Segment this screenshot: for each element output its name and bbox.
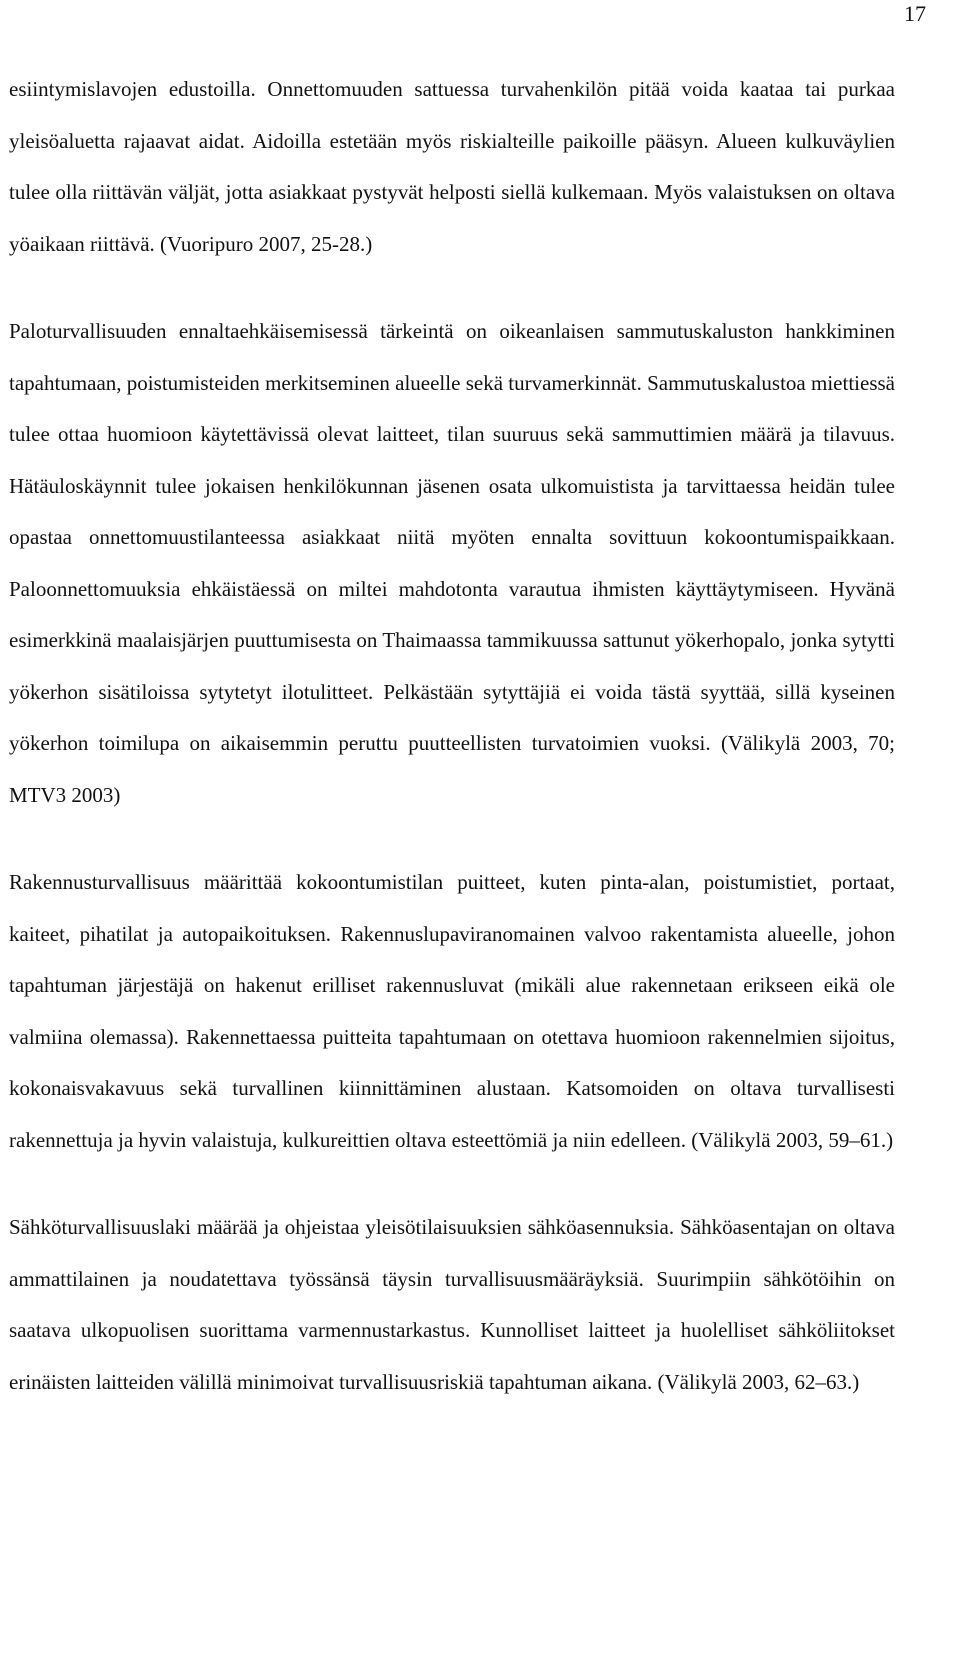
paragraph-fire-safety: Paloturvallisuuden ennaltaehkäisemisessä tärkeintä on oikeanlaisen sammutuskaluston hankkiminen tapahtumaan, poistumisteiden merkitseminen alueelle sekä turvamerkinnät. Sammutuskalustoa miettiessä tulee ottaa huomioon käytettävissä olevat laitteet, tilan suuruus sekä sammuttimien määrä ja tilavuus. Hätäuloskäynnit tulee jokaisen henkilökunnan jäsenen osata ulkomuistista ja tarvittaessa heidän tulee opastaa onnettomuustilanteessa asiakkaat niitä myöten ennalta sovittuun kokoontumispaikkaan. Paloonnettomuuksia ehkäistäessä on miltei mahdotonta varautua ihmisten käyttäytymiseen. Hyvänä esimerkkinä maalaisjärjen puuttumisesta on Thaimaassa tammikuussa sattunut yökerhopalo, jonka sytytti yökerhon sisätiloissa sytytetyt ilotulitteet. Pelkästään sytyttäjiä ei voida tästä syyttää, sillä kyseinen yökerhon toimilupa on aikaisemmin peruttu puutteellisten turvatoimien vuoksi. (Välikylä 2003, 70; MTV3 2003) bbox=[9, 319, 895, 807]
paragraph-electrical-safety: Sähköturvallisuuslaki määrää ja ohjeistaa yleisötilaisuuksien sähköasennuksia. Sähköasentajan on oltava ammattilainen ja noudatettava työssänsä täysin turvallisuusmääräyksiä. Suurimpiin sähkötöihin on saatava ulkopuolisen suorittama varmennustarkastus. Kunnolliset laitteet ja huolelliset sähköliitokset erinäisten laitteiden välillä minimoivat turvallisuusriskiä tapahtuman aikana. (Välikylä 2003, 62–63.) bbox=[9, 1215, 895, 1394]
document-body bbox=[9, 64, 895, 1408]
page-number: 17 bbox=[904, 1, 926, 26]
paragraph-crowd-barriers: esiintymislavojen edustoilla. Onnettomuuden sattuessa turvahenkilön pitää voida kaataa tai purkaa yleisöaluetta rajaavat aidat. Aidoilla estetään myös riskialteille paikoille pääsyn. Alueen kulkuväylien tulee olla riittävän väljät, jotta asiakkaat pystyvät helposti siellä kulkemaan. Myös valaistuksen on oltava yöaikaan riittävä. (Vuoripuro 2007, 25-28.) bbox=[9, 77, 895, 256]
paragraph-building-safety: Rakennusturvallisuus määrittää kokoontumistilan puitteet, kuten pinta-alan, poistumistiet, portaat, kaiteet, pihatilat ja autopaikoituksen. Rakennuslupaviranomainen valvoo rakentamista alueelle, johon tapahtuman järjestäjä on hakenut erilliset rakennusluvat (mikäli alue rakennetaan erikseen eikä ole valmiina olemassa). Rakennettaessa puitteita tapahtumaan on otettava huomioon rakennelmien sijoitus, kokonaisvakavuus sekä turvallinen kiinnittäminen alustaan. Katsomoiden on oltava turvallisesti rakennettuja ja hyvin valaistuja, kulkureittien oltava esteettömiä ja niin edelleen. (Välikylä 2003, 59–61.) bbox=[9, 870, 895, 1152]
